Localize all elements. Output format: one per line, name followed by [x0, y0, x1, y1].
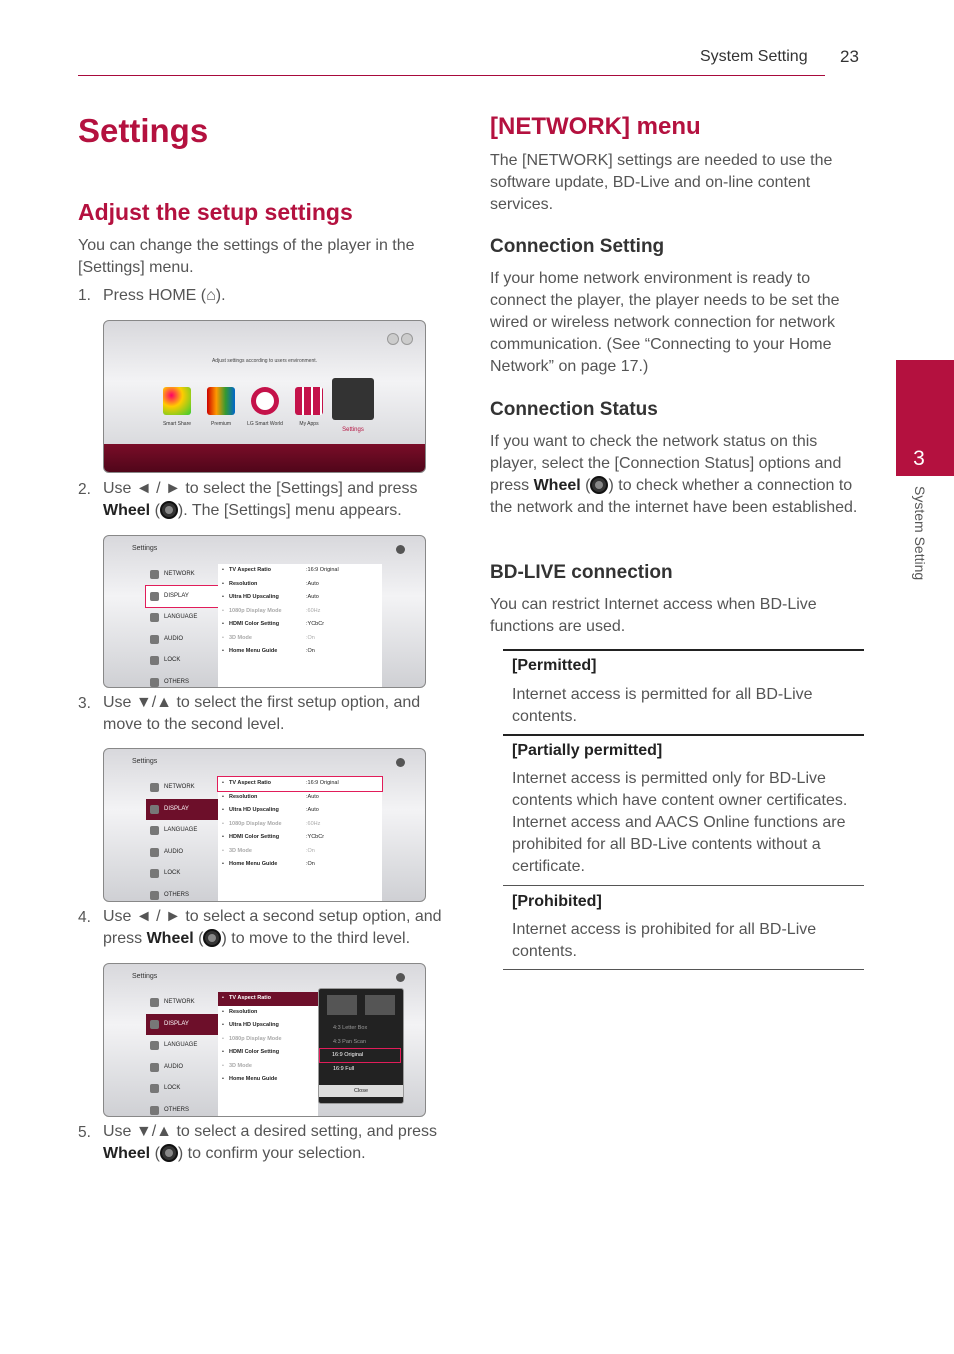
category-item: LOCK	[146, 650, 218, 672]
step-number: 5.	[78, 1124, 91, 1141]
step-4-text: Use ◄ / ► to select a second setup option, and press Wheel ( ) to move to the third level.	[103, 908, 442, 947]
wheel-icon	[203, 929, 221, 947]
popup-close-button: Close	[319, 1085, 403, 1097]
category-item: DISPLAY	[146, 1014, 218, 1036]
option-permitted-body: Internet access is permitted for all BD-Live contents.	[512, 686, 813, 725]
wheel-icon	[160, 501, 178, 519]
category-item: LOCK	[146, 863, 218, 885]
option-row: • Ultra HD Upscaling :Auto	[218, 591, 382, 605]
wheel-icon	[590, 476, 608, 494]
step-number: 3.	[78, 695, 91, 712]
settings-screen-image	[103, 748, 426, 902]
option-row: • 1080p Display Mode :60Hz	[218, 818, 382, 832]
category-item: NETWORK	[146, 777, 218, 799]
chapter-label: System Setting	[912, 486, 928, 581]
category-item: LOCK	[146, 1078, 218, 1100]
aspect-popup	[318, 988, 404, 1104]
category-item: OTHERS	[146, 885, 218, 903]
header-section: System Setting	[700, 48, 808, 65]
search-icon	[387, 333, 399, 345]
bd-live-heading: BD-LIVE connection	[490, 562, 673, 583]
home-caption: Adjust settings according to users environment.	[211, 358, 318, 364]
option-panel	[218, 777, 382, 902]
option-row: • 1080p Display Mode	[218, 1033, 318, 1047]
category-list	[146, 564, 218, 688]
my-apps-icon	[295, 387, 323, 415]
icon-label: Smart Share	[162, 421, 192, 427]
settings-screen-image	[103, 535, 426, 688]
option-row: • TV Aspect Ratio :16:9 Original	[218, 564, 382, 578]
home-footer-bar	[104, 444, 425, 472]
home-screen-image	[103, 320, 426, 473]
popup-option: 16:9 Original	[320, 1049, 400, 1062]
connection-setting-heading: Connection Setting	[490, 236, 665, 257]
category-item: DISPLAY	[146, 586, 218, 608]
settings-title: Settings	[132, 545, 158, 552]
popup-option: 4:3 Letter Box	[333, 1025, 368, 1031]
back-icon	[396, 545, 405, 554]
category-item: AUDIO	[146, 1057, 218, 1079]
option-panel	[218, 992, 318, 1117]
option-row: • Resolution :Auto	[218, 791, 382, 805]
option-panel	[218, 564, 382, 688]
connection-status-heading: Connection Status	[490, 399, 658, 420]
option-row: • 1080p Display Mode :60Hz	[218, 605, 382, 619]
chapter-number: 3	[913, 447, 925, 470]
category-item: DISPLAY	[146, 799, 218, 821]
table-rule	[503, 969, 864, 970]
settings-title: Settings	[132, 973, 158, 980]
settings-title: Settings	[132, 758, 158, 765]
option-permitted-heading: [Permitted]	[512, 657, 597, 674]
wheel-icon	[160, 1144, 178, 1162]
network-menu-title: [NETWORK] menu	[490, 113, 701, 140]
page-number: 23	[840, 47, 859, 66]
back-icon	[396, 973, 405, 982]
table-rule	[503, 649, 864, 651]
category-item: LANGUAGE	[146, 820, 218, 842]
option-row: • 3D Mode :On	[218, 632, 382, 646]
category-item: AUDIO	[146, 842, 218, 864]
back-icon	[396, 758, 405, 767]
network-intro: The [NETWORK] settings are needed to use the software update, BD-Live and on-line content services.	[490, 152, 833, 213]
category-list	[146, 992, 218, 1117]
option-row: • Resolution	[218, 1006, 318, 1020]
lg-logo-icon	[251, 387, 279, 415]
option-prohibited-body: Internet access is prohibited for all BD-Live contents.	[512, 921, 817, 960]
step-1-text: Press HOME (⌂).	[103, 287, 226, 304]
connection-status-body: If you want to check the network status on this player, select the [Connection Status] options and press Wheel ( ) to check whether a connection to the network and the internet have been established.	[490, 433, 858, 516]
step-number: 1.	[78, 287, 91, 304]
category-item: OTHERS	[146, 1100, 218, 1118]
page-title: Settings	[78, 112, 209, 149]
option-row: • Ultra HD Upscaling :Auto	[218, 804, 382, 818]
bd-live-body: You can restrict Internet access when BD-Live functions are used.	[490, 596, 817, 635]
option-row: • TV Aspect Ratio	[218, 992, 318, 1006]
step-5-text: Use ▼/▲ to select a desired setting, and press Wheel ( ) to confirm your selection.	[103, 1123, 438, 1162]
icon-label: My Apps	[299, 421, 319, 427]
option-prohibited-heading: [Prohibited]	[512, 893, 602, 910]
header-rule	[78, 75, 825, 76]
category-item: AUDIO	[146, 629, 218, 651]
option-row: • TV Aspect Ratio :16:9 Original	[218, 777, 382, 791]
premium-icon	[207, 387, 235, 415]
option-row: • HDMI Color Setting :YCbCr	[218, 831, 382, 845]
option-row: • HDMI Color Setting	[218, 1046, 318, 1060]
option-partial-body: Internet access is permitted only for BD-Live contents which have content owner certificates. Internet access and AACS Online functions are prohibited for all BD-Live contents without a certificate.	[512, 770, 848, 875]
connection-setting-body: If your home network environment is ready to connect the player, the player needs to be set the wired or wireless network connection for network communication. (See “Connecting to your Home Network” on page 17.)	[490, 270, 840, 375]
step-2-text: Use ◄ / ► to select the [Settings] and press Wheel ( ). The [Settings] menu appears.	[103, 480, 418, 519]
category-item: LANGUAGE	[146, 607, 218, 629]
popup-option: 16:9 Full	[333, 1066, 355, 1072]
intro-text: You can change the settings of the player in the [Settings] menu.	[78, 237, 415, 276]
category-item: OTHERS	[146, 672, 218, 689]
icon-label: Premium	[210, 421, 231, 427]
section-title-adjust: Adjust the setup settings	[78, 199, 353, 225]
option-row: • Home Menu Guide :On	[218, 645, 382, 659]
option-row: • Resolution :Auto	[218, 578, 382, 592]
category-item: LANGUAGE	[146, 1035, 218, 1057]
icon-label: LG Smart World	[247, 421, 283, 427]
preview-thumbnail	[327, 995, 357, 1015]
table-rule	[503, 885, 864, 886]
step-number: 4.	[78, 909, 91, 926]
option-partial-heading: [Partially permitted]	[512, 742, 663, 759]
category-list	[146, 777, 218, 902]
category-item: NETWORK	[146, 564, 218, 586]
option-row: • Home Menu Guide	[218, 1073, 318, 1087]
category-item: NETWORK	[146, 992, 218, 1014]
step-3-text: Use ▼/▲ to select the first setup option, and move to the second level.	[103, 694, 421, 733]
icon-label: Settings	[342, 427, 364, 433]
user-icon	[401, 333, 413, 345]
settings-screen-image	[103, 963, 426, 1117]
option-row: • 3D Mode	[218, 1060, 318, 1074]
option-row: • Home Menu Guide :On	[218, 858, 382, 872]
option-row: • 3D Mode :On	[218, 845, 382, 859]
preview-thumbnail	[365, 995, 395, 1015]
table-rule	[503, 734, 864, 736]
option-row: • Ultra HD Upscaling	[218, 1019, 318, 1033]
gear-icon	[332, 378, 374, 420]
popup-option: 4:3 Pan Scan	[333, 1039, 367, 1045]
smart-share-icon	[163, 387, 191, 415]
step-number: 2.	[78, 481, 91, 498]
option-row: • HDMI Color Setting :YCbCr	[218, 618, 382, 632]
